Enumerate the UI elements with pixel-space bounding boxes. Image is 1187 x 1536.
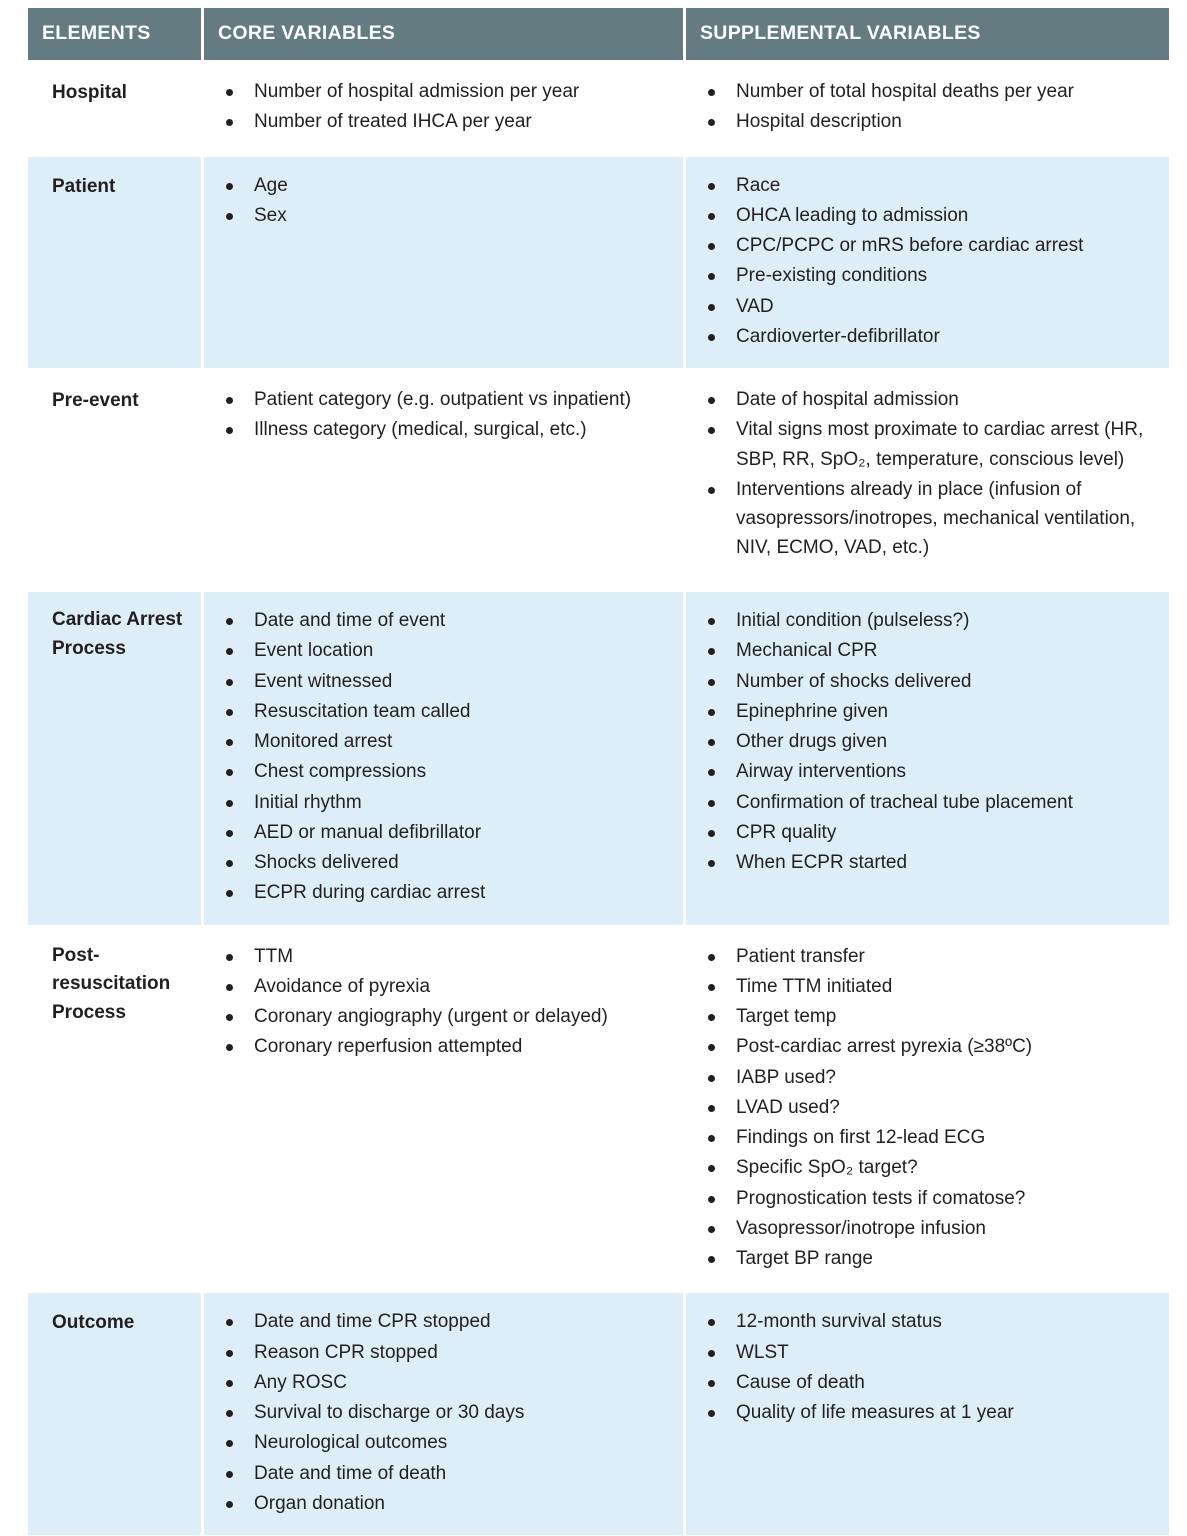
row-core-cell [204, 371, 683, 589]
list-item: Sex [214, 201, 673, 230]
list-item: Illness category (medical, surgical, etc.) [214, 415, 673, 444]
table-row [28, 157, 1166, 369]
table-row [28, 1293, 1166, 1535]
row-core-cell [204, 157, 683, 369]
list-item: Reason CPR stopped [214, 1338, 673, 1367]
list-item: Chest compressions [214, 757, 673, 786]
table-row [28, 928, 1166, 1291]
core-variable-list [214, 77, 673, 137]
list-item: Hospital description [696, 107, 1159, 136]
list-item: Pre-existing conditions [696, 261, 1159, 290]
list-item: When ECPR started [696, 848, 1159, 877]
table-header-cell-elements [28, 8, 201, 60]
core-variable-list [214, 171, 673, 231]
list-item: Target temp [696, 1002, 1159, 1031]
row-element-cell [28, 63, 201, 154]
list-item: Shocks delivered [214, 848, 673, 877]
core-variable-list [214, 1307, 673, 1518]
list-item: Resuscitation team called [214, 697, 673, 726]
list-item: Epinephrine given [696, 697, 1159, 726]
list-item: Time TTM initiated [696, 972, 1159, 1001]
list-item: Race [696, 171, 1159, 200]
table-header-cell-supplemental-variables [686, 8, 1169, 60]
list-item: 12-month survival status [696, 1307, 1159, 1336]
table-header-cell-core-variables [204, 8, 683, 60]
list-item: CPC/PCPC or mRS before cardiac arrest [696, 231, 1159, 260]
row-element-cell [28, 592, 201, 925]
list-item: LVAD used? [696, 1093, 1159, 1122]
list-item: Target BP range [696, 1244, 1159, 1273]
list-item: Mechanical CPR [696, 636, 1159, 665]
list-item: Vital signs most proximate to cardiac arrest (HR, SBP, RR, SpO₂, temperature, conscious level) [696, 415, 1159, 474]
core-variable-list [214, 942, 673, 1062]
header-label-supplemental-variables: SUPPLEMENTAL VARIABLES [700, 22, 981, 45]
list-item: Confirmation of tracheal tube placement [696, 788, 1159, 817]
list-item: Number of hospital admission per year [214, 77, 673, 106]
row-element-cell [28, 1293, 201, 1535]
list-item: Date and time CPR stopped [214, 1307, 673, 1336]
table-row [28, 371, 1166, 589]
list-item: Airway interventions [696, 757, 1159, 786]
row-element-cell [28, 371, 201, 589]
supplemental-variable-list [696, 606, 1159, 877]
row-supplemental-cell [686, 928, 1169, 1291]
list-item: Survival to discharge or 30 days [214, 1398, 673, 1427]
row-element-cell [28, 928, 201, 1291]
list-item: Patient category (e.g. outpatient vs inpatient) [214, 385, 673, 414]
supplemental-variable-list [696, 385, 1159, 563]
list-item: Initial rhythm [214, 788, 673, 817]
list-item: Coronary angiography (urgent or delayed) [214, 1002, 673, 1031]
supplemental-variable-list [696, 171, 1159, 352]
row-element-label: Cardiac Arrest Process [52, 609, 183, 659]
list-item: Specific SpO₂ target? [696, 1153, 1159, 1182]
list-item: Number of total hospital deaths per year [696, 77, 1159, 106]
list-item: Organ donation [214, 1489, 673, 1518]
supplemental-variable-list [696, 77, 1159, 137]
supplemental-variable-list [696, 942, 1159, 1274]
core-variable-list [214, 606, 673, 908]
row-element-cell [28, 157, 201, 369]
header-label-core-variables: CORE VARIABLES [218, 22, 396, 45]
list-item: Neurological outcomes [214, 1428, 673, 1457]
table-header-row [28, 8, 1166, 60]
list-item: Patient transfer [696, 942, 1159, 971]
list-item: Monitored arrest [214, 727, 673, 756]
row-core-cell [204, 63, 683, 154]
list-item: Number of shocks delivered [696, 667, 1159, 696]
row-supplemental-cell [686, 371, 1169, 589]
list-item: Initial condition (pulseless?) [696, 606, 1159, 635]
list-item: Number of treated IHCA per year [214, 107, 673, 136]
list-item: Any ROSC [214, 1368, 673, 1397]
list-item: Coronary reperfusion attempted [214, 1032, 673, 1061]
list-item: OHCA leading to admission [696, 201, 1159, 230]
list-item: Date of hospital admission [696, 385, 1159, 414]
list-item: TTM [214, 942, 673, 971]
list-item: ECPR during cardiac arrest [214, 878, 673, 907]
list-item: Avoidance of pyrexia [214, 972, 673, 1001]
table-row [28, 592, 1166, 925]
list-item: AED or manual defibrillator [214, 818, 673, 847]
row-element-label: Pre-event [52, 390, 139, 411]
row-element-label: Hospital [52, 82, 127, 103]
list-item: Event location [214, 636, 673, 665]
list-item: Age [214, 171, 673, 200]
row-supplemental-cell [686, 1293, 1169, 1535]
row-element-label: Outcome [52, 1312, 135, 1334]
list-item: Cause of death [696, 1368, 1159, 1397]
list-item: Interventions already in place (infusion of vasopressors/inotropes, mechanical ventilation, NIV, ECMO, VAD, etc.) [696, 475, 1159, 563]
list-item: Event witnessed [214, 667, 673, 696]
table-row [28, 63, 1166, 154]
core-variable-list [214, 385, 673, 445]
row-core-cell [204, 928, 683, 1291]
list-item: Findings on first 12-lead ECG [696, 1123, 1159, 1152]
row-supplemental-cell [686, 157, 1169, 369]
row-core-cell [204, 1293, 683, 1535]
list-item: VAD [696, 292, 1159, 321]
row-supplemental-cell [686, 63, 1169, 154]
list-item: Other drugs given [696, 727, 1159, 756]
list-item: Vasopressor/inotrope infusion [696, 1214, 1159, 1243]
list-item: Prognostication tests if comatose? [696, 1184, 1159, 1213]
row-core-cell [204, 592, 683, 925]
variables-table [28, 8, 1166, 1535]
row-element-label: Post-resuscitation Process [52, 944, 171, 1024]
list-item: Date and time of death [214, 1459, 673, 1488]
list-item: Date and time of event [214, 606, 673, 635]
list-item: IABP used? [696, 1063, 1159, 1092]
list-item: Quality of life measures at 1 year [696, 1398, 1159, 1427]
list-item: CPR quality [696, 818, 1159, 847]
list-item: Post-cardiac arrest pyrexia (≥38ºC) [696, 1032, 1159, 1061]
supplemental-variable-list [696, 1307, 1159, 1427]
header-label-elements: ELEMENTS [42, 22, 151, 45]
row-element-label: Patient [52, 175, 116, 197]
list-item: Cardioverter-defibrillator [696, 322, 1159, 351]
list-item: WLST [696, 1338, 1159, 1367]
row-supplemental-cell [686, 592, 1169, 925]
